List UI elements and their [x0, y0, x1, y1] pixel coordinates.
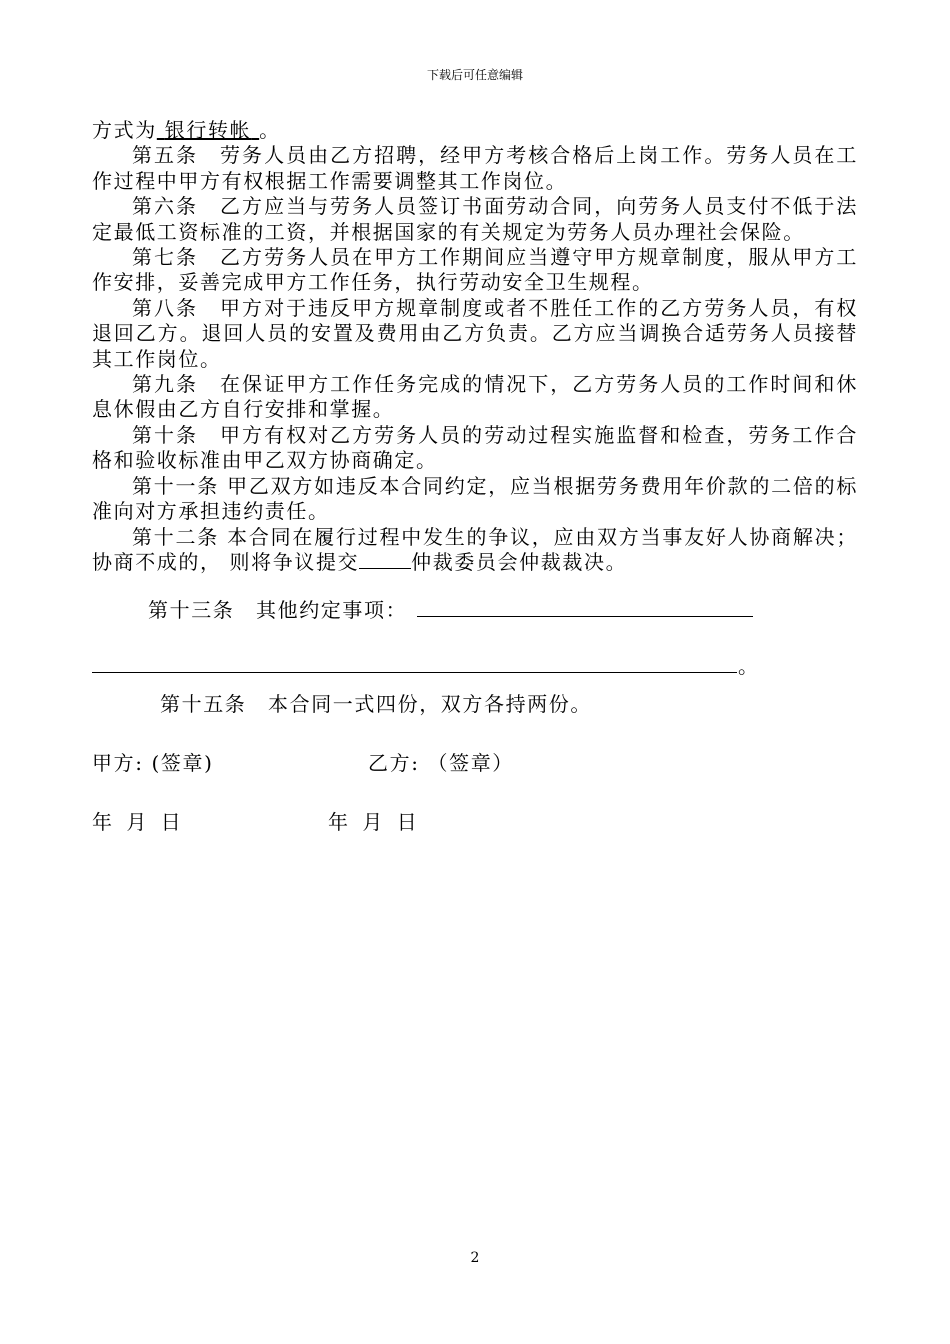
article-6: 第六条 乙方应当与劳务人员签订书面劳动合同，向劳务人员支付不低于法定最低工资标准的工资，并根据国家的有关规定为劳务人员办理社会保险。 — [92, 194, 858, 244]
payment-method-suffix: 。 — [259, 118, 281, 142]
party-b-date: 年 月 日 — [328, 810, 421, 834]
party-b-signature: 乙方: （签章） — [368, 751, 514, 775]
other-terms-blank-line — [92, 672, 737, 673]
payment-method-value: 银行转帐 — [164, 118, 252, 142]
article-10: 第十条 甲方有权对乙方劳务人员的劳动过程实施监督和检查，劳务工作合格和验收标准由甲乙双方协商确定。 — [92, 422, 858, 473]
article-15: 第十五条 本合同一式四份，双方各持两份。 — [160, 692, 592, 716]
article-7: 第七条 乙方劳务人员在甲方工作期间应当遵守甲方规章制度，服从甲方工作安排，妥善完成甲方工作任务，执行劳动安全卫生规程。 — [92, 245, 858, 295]
party-a-date: 年 月 日 — [92, 810, 185, 834]
page-header: 下载后可任意编辑 — [426, 68, 523, 82]
article-11: 第十一条 甲乙双方如违反本合同约定，应当根据劳务费用年价款的二倍的标准向对方承担违约责任。 — [92, 473, 858, 524]
article-5: 第五条 劳务人员由乙方招聘，经甲方考核合格后上岗工作。劳务人员在工作过程中甲方有权根据工作需要调整其工作岗位。 — [92, 143, 858, 193]
page-number: 2 — [470, 1250, 480, 1266]
article-13: 第十三条 其他约定事项： — [148, 594, 753, 623]
contract-body — [92, 118, 858, 575]
arbitration-blank — [359, 550, 411, 569]
party-a-signature: 甲方: (签章) — [92, 751, 214, 775]
article-12: 第十二条 本合同在履行过程中发生的争议，应由双方当事友好人协商解决；协商不成的， 则将争议提交 仲裁委员会仲裁裁决。 — [92, 524, 858, 574]
article-9: 第九条 在保证甲方工作任务完成的情况下，乙方劳务人员的工作时间和休息休假由乙方自行安排和掌握。 — [92, 372, 858, 422]
article-8: 第八条 甲方对于违反甲方规章制度或者不胜任工作的乙方劳务人员，有权退回乙方。退回人员的安置及费用由乙方负责。乙方应当调换合适劳务人员接替其工作岗位。 — [92, 295, 858, 371]
other-terms-end-mark: 。 — [738, 654, 758, 678]
payment-method-prefix: 方式为 — [92, 118, 157, 142]
other-terms-blank — [417, 596, 753, 617]
payment-method-line — [92, 118, 858, 143]
